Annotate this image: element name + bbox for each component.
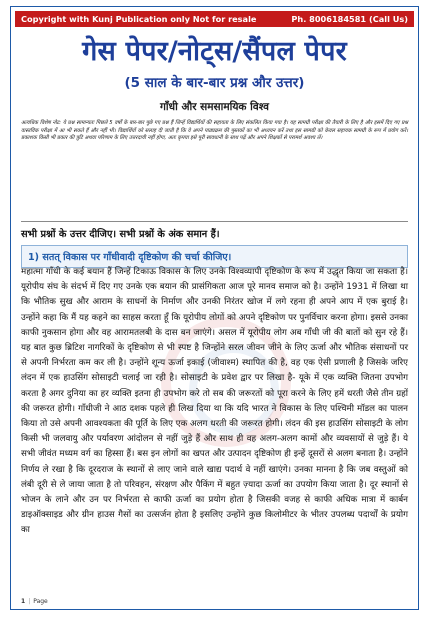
disclaimer-note: अत्यधिक विशेष नोट: ये प्रश्न सामान्यतः पिछले 5 वर्षों के बार-बार पूछे गए प्रश्न हैं जिन्हें विद्यार्थियों की सहायता के लिए संकलित किया गया है। यह सामग्री परीक्षा की तैयारी के लिए है और इसमें दिए गए प्रश्न वास्तविक परीक्षा में आ भी सकते हैं और नहीं भी। विद्यार्थियों को सलाह दी जाती है कि वे अपने पाठ्यक्रम की पुस्तकों का भी अध्ययन करें तथा इस सामग्री को केवल सहायक सामग्री के रूप में प्रयोग करें। प्रकाशक किसी भी प्रकार की त्रुटि अथवा परिणाम के लिए उत्तरदायी नहीं होगा, अतः कृपया इसे पूरी सावधानी के साथ पढ़ें और अपने शिक्षकों से परामर्श अवश्य लें। bbox=[21, 120, 408, 142]
phone-text: Ph. 8006184581 (Call Us) bbox=[291, 14, 408, 24]
question-heading: 1) सतत् विकास पर गाँधीवादी दृष्टिकोण की चर्चा कीजिए। bbox=[21, 245, 408, 268]
page-number: 1 bbox=[21, 598, 26, 605]
divider bbox=[21, 221, 408, 222]
topic-heading: गाँधी और समसामयिक विश्व bbox=[159, 101, 269, 113]
copyright-text: Copyright with Kunj Publication only Not for resale bbox=[21, 14, 257, 24]
exam-instructions: सभी प्रश्नों के उत्तर दीजिए। सभी प्रश्नों के अंक समान हैं। bbox=[21, 229, 220, 240]
answer-text: महात्मा गाँधी के कई बयान हैं जिन्हें टिकाऊ विकास के लिए उनके विश्वव्यापी दृष्टिकोण के रूप में उद्धृत किया जा सकता है। यूरोपीय संघ के संदर्भ में दिए गए उनके एक बयान की प्रासंगिकता आज पूरे मानव समाज को है। उन्होंने 1931 में लिखा था कि भौतिक सुख और आराम के साधनों के निर्माण और उनकी निरंतर खोज में लगे रहना ही अपने आप में एक बुराई है। उन्होंने कहा कि मैं यह कहने का साहस करता हूँ कि यूरोपीय लोगों को अपने दृष्टिकोण पर पुनर्विचार करना होगा। इससे उनका काफी नुकसान होगा और वह आरामतलबी के दास बन जाएंगे। असल में यूरोपीय लोग अब गाँधी जी की बातों को सुन रहे हैं। यह बात कुछ ब्रिटिश नागरिकों के दृष्टिकोण से भी स्पष्ट है जिन्होंने सरल जीवन जीने के लिए ऊर्जा और भौतिक संसाधनों पर से अपनी निर्भरता कम कर ली है। उन्होंने शून्य ऊर्जा इकाई (जीवाश्म) स्थापित की है, वह एक ऐसी प्रणाली है जिसके जरिए लंदन में एक हाउसिंग सोसाइटी चलाई जा रही है। सोसाइटी के प्रवेश द्वार पर लिखा है- यूके में एक व्यक्ति जितना उपभोग करता है अगर दुनिया का हर व्यक्ति इतना ही उपभोग करे तो सब की जरूरतों को पूरा करने के लिए हमें धरती जैसे तीन ग्रहों की जरूरत होगी। गाँधीजी ने आठ दशक पहले ही लिख दिया था कि यदि भारत ने विकास के लिए पश्चिमी मॉडल का पालन किया तो उसे अपनी आवश्यकता की पूर्ति के लिए एक अलग धरती की जरूरत होगी। लंदन की इस हाउसिंग सोसाइटी के लोग किसी भी जलवायु और पर्यावरण आंदोलन से नहीं जुड़े हैं और साथ ही वह अलग-अलग कामों और व्यवसायों से जुड़े हैं। ये सभी जीवंत मध्यम वर्ग का हिस्सा हैं। बस इन लोगों का खपत और उत्पादन दृष्टिकोण ही इन्हें दूसरों से अलग बनाता है। उन्होंने निर्णय ले रखा है कि दूरदराज के स्थानों से लाए जाने वाले खाद्य पदार्थ वे नहीं खाएंगे। उनका मानना है कि जब वस्तुओं को लंबी दूरी से ले जाया जाता है तो परिवहन, संरक्षण और पैकिंग में बहुत ज़्यादा ऊर्जा का उपयोग किया जाता है। दूर स्थानों से भोजन के लाने और उन पर निर्भरता से काफी ऊर्जा का प्रयोग होता है जिसकी वजह से काफी अधिक मात्रा में कार्बन डाइऑक्साइड और ग्रीन हाउस गैसों का उत्सर्जन होता है इसलिए उन्होंने कुछ किलोमीटर के भीतर उपलब्ध पदार्थों के प्रयोग का bbox=[21, 267, 408, 536]
page-footer bbox=[21, 598, 48, 605]
header-bar bbox=[15, 11, 414, 27]
document-page bbox=[10, 6, 419, 610]
footer-separator: | bbox=[28, 598, 31, 605]
page-subtitle: (5 साल के बार-बार प्रश्न और उत्तर) bbox=[124, 75, 305, 91]
page-title: गेस पेपर/नोट्स/सैंपल पेपर bbox=[82, 36, 347, 67]
page-label: Page bbox=[33, 598, 48, 605]
